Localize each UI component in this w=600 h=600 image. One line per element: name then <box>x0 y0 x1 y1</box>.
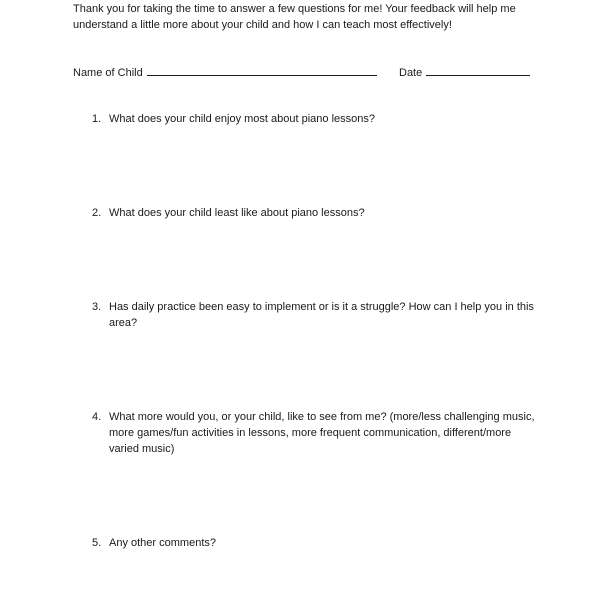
question-text: What more would you, or your child, like to see from me? (more/less challenging music, more games/fun activities in lessons, more frequent communication, different/more varied music) <box>109 411 535 455</box>
child-info-line <box>73 64 543 81</box>
question-item <box>92 409 542 457</box>
question-number: 4. <box>92 411 102 423</box>
question-text: Any other comments? <box>109 537 216 549</box>
name-of-child-blank[interactable] <box>147 64 377 76</box>
date-field-group <box>399 64 530 81</box>
question-item <box>92 205 542 221</box>
date-blank[interactable] <box>426 64 530 76</box>
question-text: Has daily practice been easy to implement or is it a struggle? How can I help you in this area? <box>109 301 534 329</box>
question-text: What does your child least like about piano lessons? <box>109 207 365 219</box>
question-number: 1. <box>92 113 102 125</box>
question-item <box>92 111 542 127</box>
question-text: What does your child enjoy most about piano lessons? <box>109 113 375 125</box>
name-of-child-label: Name of Child <box>73 67 143 79</box>
question-item <box>92 299 542 331</box>
question-number: 2. <box>92 207 102 219</box>
question-number: 5. <box>92 537 102 549</box>
question-number: 3. <box>92 301 102 313</box>
intro-paragraph: Thank you for taking the time to answer a few questions for me! Your feedback will help me understand a little more about your child and how I can teach most effectively! <box>73 3 516 31</box>
date-label: Date <box>399 67 423 79</box>
question-item <box>92 535 542 551</box>
